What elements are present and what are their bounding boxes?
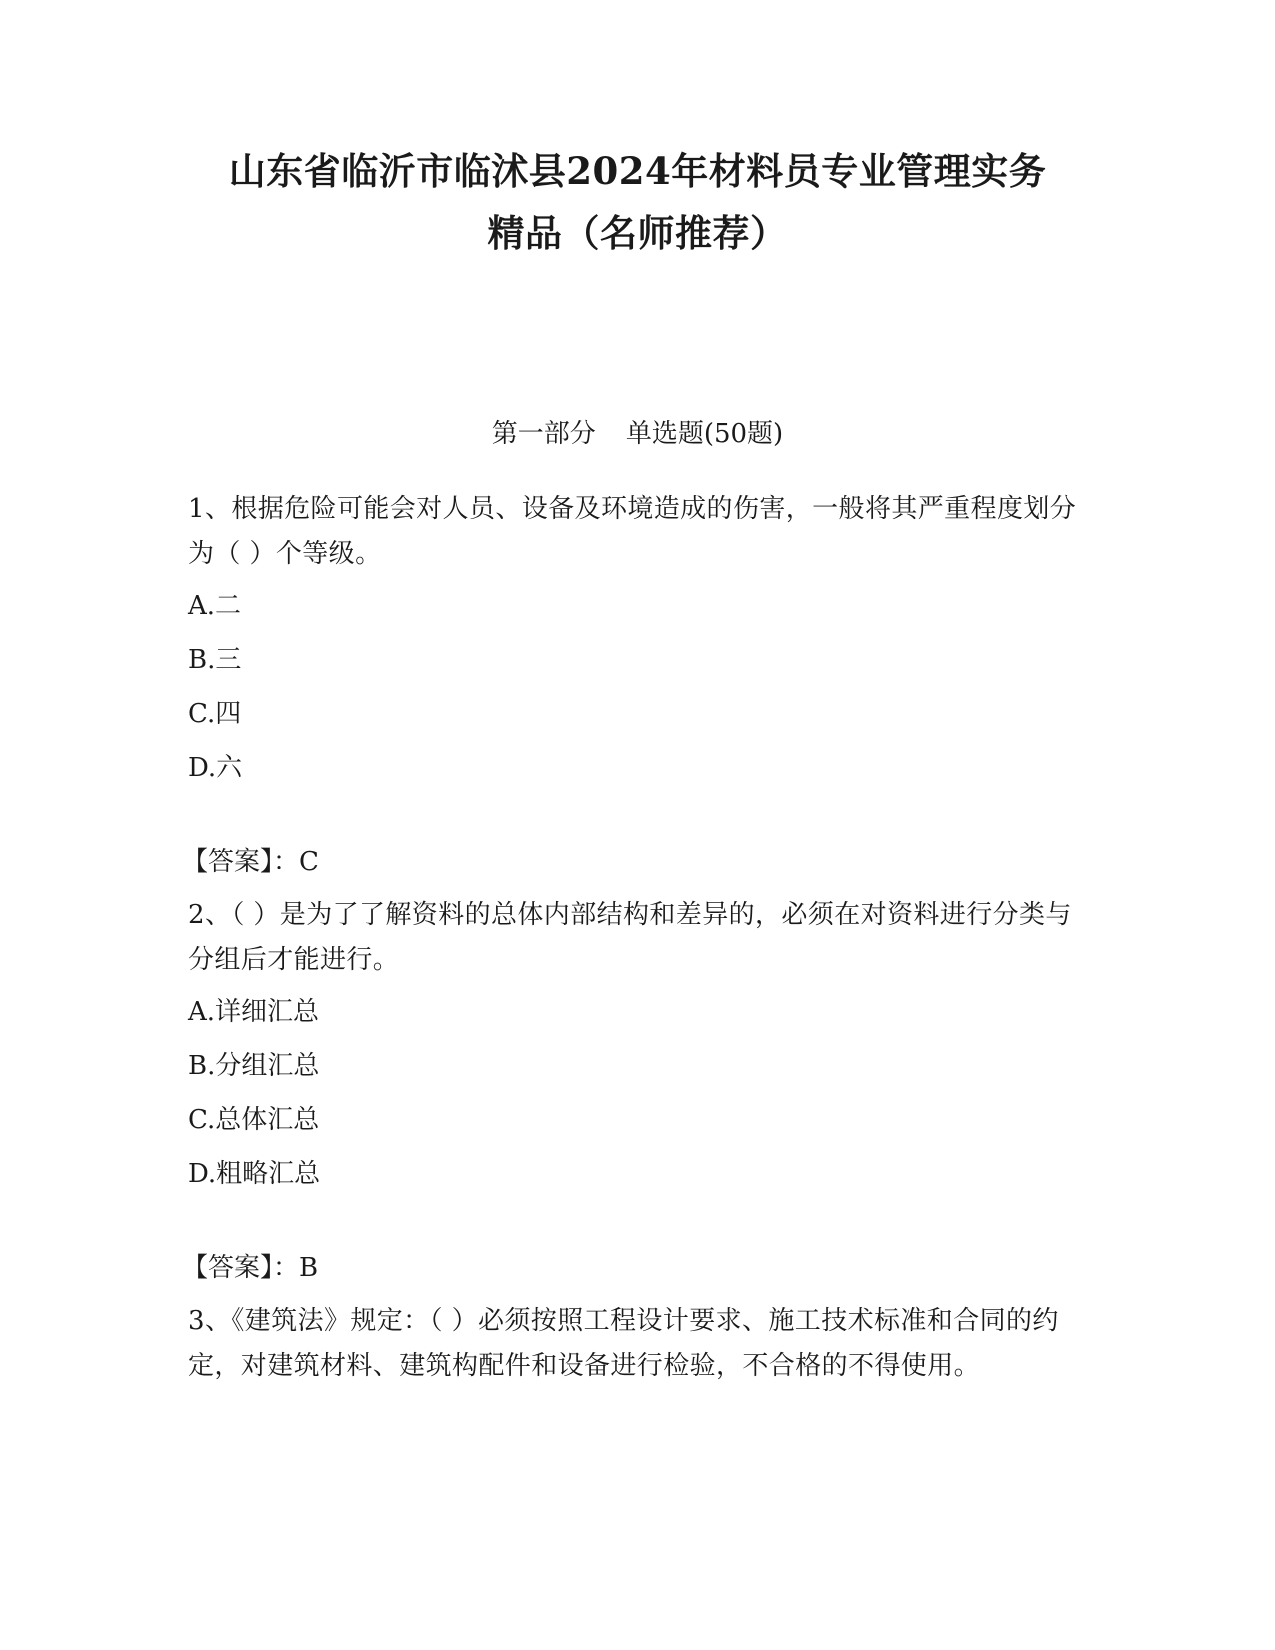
question-2-option-d: D.粗略汇总 bbox=[188, 1159, 321, 1189]
section-name: 单选题(50题) bbox=[625, 419, 784, 449]
question-2-text: 2、（ ）是为了了解资料的总体内部结构和差异的，必须在对资料进行分类与分组后才能进行。 bbox=[188, 900, 1072, 975]
title-line-1: 山东省临沂市临沭县2024年材料员专业管理实务 bbox=[228, 149, 1047, 193]
question-1-option-a: A.二 bbox=[188, 591, 242, 621]
question-2-answer: 【答案】：B bbox=[182, 1253, 319, 1283]
question-1-text: 1、根据危险可能会对人员、设备及环境造成的伤害，一般将其严重程度划分为（ ）个等级。 bbox=[188, 494, 1077, 569]
question-2-option-c: C.总体汇总 bbox=[188, 1105, 320, 1135]
title-line-2: 精品（名师推荐） bbox=[487, 211, 788, 255]
question-3-text: 3、《建筑法》规定：（ ）必须按照工程设计要求、施工技术标准和合同的约定，对建筑材料、建筑构配件和设备进行检验，不合格的不得使用。 bbox=[188, 1306, 1059, 1381]
question-1-option-d: D.六 bbox=[188, 753, 243, 783]
question-2-option-b: B.分组汇总 bbox=[188, 1051, 320, 1081]
question-1-answer: 【答案】：C bbox=[182, 847, 319, 877]
page-title bbox=[150, 140, 1125, 264]
question-1-option-c: C.四 bbox=[188, 699, 242, 729]
question-2-option-a: A.详细汇总 bbox=[188, 997, 320, 1027]
section-part: 第一部分 bbox=[491, 419, 596, 449]
question-1-option-b: B.三 bbox=[188, 645, 242, 675]
section-heading bbox=[150, 416, 1125, 452]
